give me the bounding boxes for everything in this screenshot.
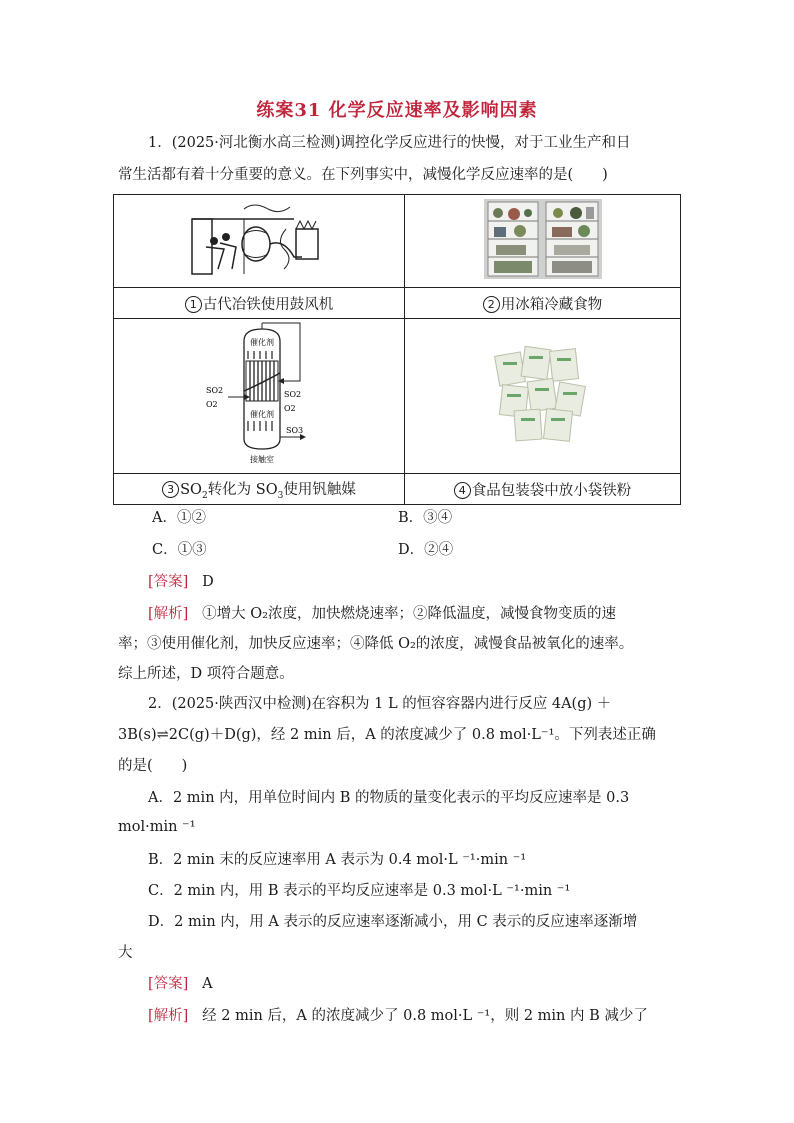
option-number-2: 2 <box>483 296 500 313</box>
q2-answer-value: A <box>202 976 213 992</box>
inlet-so2: SO2 <box>206 386 224 395</box>
outlet-so2: SO2 <box>284 390 302 399</box>
q1-option-table <box>113 194 681 505</box>
q1-analysis-line2: 率；③使用催化剂，加快反应速率；④降低 O₂的浓度，减慢食品被氧化的速率。 <box>118 636 634 652</box>
q2-option-b: B．2 min 末的反应速率用 A 表示为 0.4 mol·L ⁻¹·min ⁻¹ <box>148 852 527 868</box>
inlet-o2: O2 <box>206 400 218 409</box>
cell-caption-3: 3 $SO_2$转化为 $SO_3$使用钒触媒 <box>114 474 405 505</box>
q2-analysis-text1: 经 2 min 后，A 的浓度减少了 0.8 mol·L ⁻¹，则 2 min 内 B 减少了 <box>202 1008 648 1024</box>
catalyst-label-top: 催化剂 <box>250 338 274 347</box>
q2-option-a-line1: A．2 min 内，用单位时间内 B 的物质的量变化表示的平均反应速率是 0.3 <box>148 790 630 806</box>
caption-1-text: 古代冶铁使用鼓风机 <box>202 296 334 313</box>
q2-stem-line1: 2．(2025·陕西汉中检测)在容积为 1 L 的恒容容器内进行反应 4A(g) ＋ <box>148 696 612 712</box>
q1-option-b: B．③④ <box>398 510 453 526</box>
page-title: 练案31 化学反应速率及影响因素 <box>256 100 538 121</box>
q1-stem-line2: 常生活都有着十分重要的意义。在下列事实中，减慢化学反应速率的是( ) <box>118 167 608 183</box>
caption-3-part-a: SO <box>180 481 202 498</box>
cell-contact-chamber-diagram <box>114 319 405 474</box>
option-number-4: 4 <box>454 482 471 499</box>
bellows-illustration <box>184 199 334 279</box>
caption-3-part-b: 转化为 SO <box>207 481 278 498</box>
option-number-1: 1 <box>185 296 202 313</box>
q2-analysis-tag: [解析] <box>148 1008 189 1024</box>
q1-answer <box>148 571 214 593</box>
caption-3-part-c: 使用钒触媒 <box>283 481 356 498</box>
cell-iron-powder-image <box>405 319 681 474</box>
caption-4-text: 食品包装袋中放小袋铁粉 <box>471 482 632 499</box>
cell-bellows-image <box>114 195 405 288</box>
q2-stem-line3: 的是( ) <box>118 758 188 774</box>
q1-stem-line1: 1．(2025·河北衡水高三检测)调控化学反应进行的快慢，对于工业生产和日 <box>148 135 631 151</box>
refrigerator-photo <box>484 199 602 279</box>
q1-answer-tag: [答案] <box>148 574 189 590</box>
contact-chamber-diagram <box>204 321 314 467</box>
q1-analysis-tag: [解析] <box>148 606 189 622</box>
chamber-label: 接触室 <box>250 455 274 464</box>
cell-caption-1 <box>114 288 405 319</box>
q2-option-d-line2: 大 <box>118 945 133 961</box>
q2-option-d-line1: D．2 min 内，用 A 表示的反应速率逐渐减小，用 C 表示的反应速率逐渐增 <box>148 914 638 930</box>
q1-answer-value: D <box>202 574 214 590</box>
cell-caption-4 <box>405 474 681 505</box>
q1-analysis-text1: ①增大 O₂浓度，加快燃烧速率；②降低温度，减慢食物变质的速 <box>202 606 616 622</box>
q2-option-a-line2: mol·min ⁻¹ <box>118 819 196 835</box>
q2-option-c: C．2 min 内，用 B 表示的平均反应速率是 0.3 mol·L ⁻¹·min ⁻¹ <box>148 883 571 899</box>
catalyst-label-mid: 催化剂 <box>250 410 274 419</box>
q2-answer <box>148 973 213 995</box>
outlet-o2: O2 <box>284 404 296 413</box>
q1-analysis-line1 <box>148 603 616 625</box>
q1-option-d: D．②④ <box>398 542 454 558</box>
q1-analysis-line3: 综上所述，D 项符合题意。 <box>118 666 294 682</box>
q2-analysis-line1 <box>148 1005 648 1027</box>
q2-answer-tag: [答案] <box>148 976 189 992</box>
cell-caption-2 <box>405 288 681 319</box>
cell-fridge-image <box>405 195 681 288</box>
q1-option-c: C．①③ <box>152 542 207 558</box>
option-number-3: 3 <box>162 481 179 498</box>
q1-option-a: A．①② <box>152 510 206 526</box>
iron-powder-packets-photo <box>493 344 593 444</box>
q2-stem-line2: 3B(s)⇌2C(g)＋D(g)，经 2 min 后，A 的浓度减少了 0.8 mol·L⁻¹。下列表述正确 <box>118 727 656 743</box>
outlet-so3: SO3 <box>286 426 304 435</box>
caption-2-text: 用冰箱冷藏食物 <box>500 296 603 313</box>
